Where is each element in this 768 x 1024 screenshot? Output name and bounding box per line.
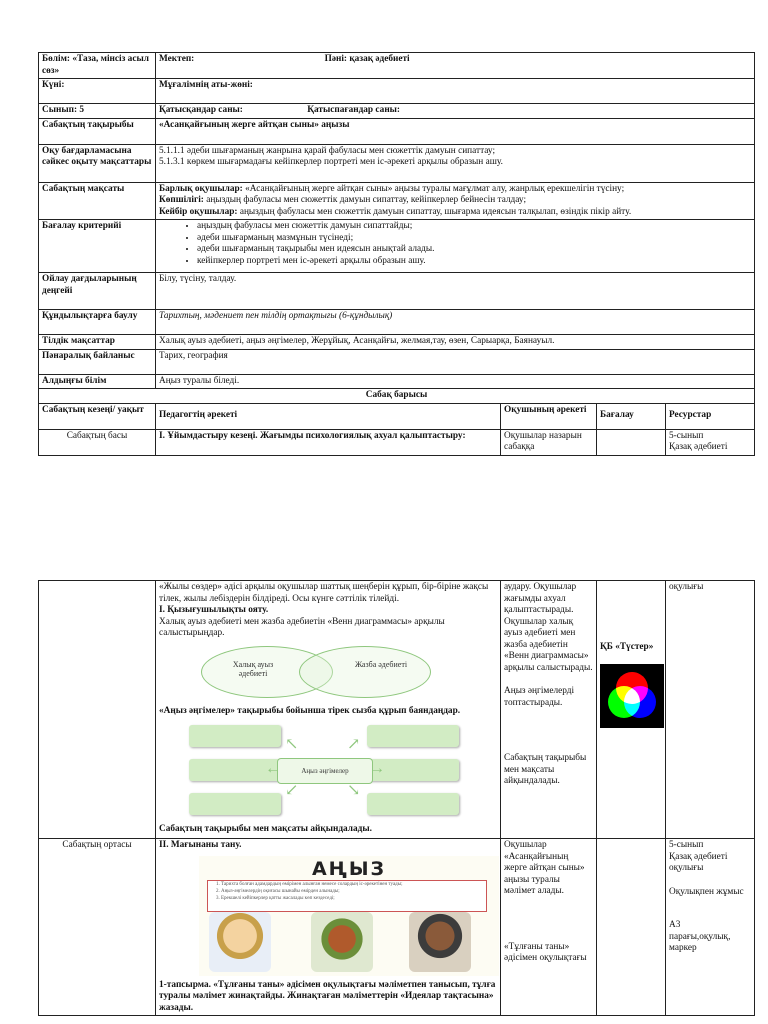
goal-all-students [159, 184, 751, 196]
lesson-plan-header-table [38, 52, 755, 456]
formative-assessment-label: ҚБ «Түстер» [600, 642, 654, 652]
attendance-cell [156, 104, 755, 119]
goal-most-label: Көпшілігі: [159, 195, 204, 206]
criteria-item: • кейіпкерлер портреті мен іс-әрекеті арқылы образын ашу. [197, 256, 751, 268]
stage-header [39, 403, 156, 429]
lesson-progress-heading: Сабақ барысы [365, 390, 428, 401]
assessment-criteria-list [159, 221, 751, 267]
venn-right-circle [299, 646, 431, 698]
goal-some-students [159, 207, 751, 219]
goal-most-students [159, 195, 751, 207]
resources-cell [666, 429, 755, 455]
stage-header-label: Сабақтың кезеңі/ уақыт [42, 404, 144, 415]
lesson-middle-label: Сабақтың ортасы [62, 840, 132, 850]
section-cell [39, 53, 156, 79]
section-label: Бөлім: «Таза, мінсіз асыл сөз» [42, 54, 149, 76]
goal-all-label: Барлық оқушылар: [159, 183, 243, 194]
teacher-action-cell [156, 429, 501, 455]
legend-scheme-diagram [189, 723, 459, 818]
goal-most-text: аңыздың фабуласы мен сюжеттік дамуын сипаттау, кейіпкерлер бейнесін талдау; [203, 195, 527, 206]
meaning-heading: ІІ. Мағынаны тану. [159, 840, 242, 850]
warm-words-text: «Жылы сөздер» әдісі арқылы оқушылар шаттық шеңберін құрып, бір-біріне жақсы тілек, жылы лебіздерін білдіреді. Осы күнге сәттілік тілейді. [159, 582, 489, 604]
interdisciplinary-label-cell [39, 349, 156, 374]
topic-label-cell [39, 118, 156, 144]
teacher-cell [156, 79, 755, 104]
interdisciplinary-label: Пәнаралық байланыс [42, 350, 135, 361]
lesson-goal-label-cell [39, 182, 156, 220]
student-action-text: Оқушылар халық ауыз әдебиеті мен жазба әдебиетін «Венн диаграммасы» арқылы салыстырады. [504, 616, 593, 673]
student-action-cell [501, 839, 597, 1016]
values-text: Тарихтың, мәдениет пен тілдің ортақтығы (6-құндылық) [159, 311, 393, 322]
topic-value-cell [156, 118, 755, 144]
criteria-item: • әдеби шығарманың тақырыбы мен идеясын анықтай алады. [197, 244, 751, 256]
assessment-criteria-label: Бағалау критерийі [42, 221, 122, 232]
assessment-header [597, 403, 666, 429]
arrow-icon: ↙ [285, 782, 299, 800]
resources-header [666, 403, 755, 429]
goal-some-label: Кейбір оқушылар: [159, 206, 238, 217]
lesson-goal-cell [156, 182, 755, 220]
student-action-cell [501, 429, 597, 455]
thinking-skills-value: Білу, түсіну, талдау. [159, 274, 237, 285]
character-illustration [209, 912, 271, 972]
poster-line: 1. Тарихта болған адамдардың өмірімен алынған немесе солардың іс-әрекетінен туады; [216, 881, 403, 887]
arrow-icon: → [369, 760, 385, 778]
prior-knowledge-label: Алдыңғы білім [42, 375, 107, 386]
resource-grade: 5-сынып [669, 840, 704, 850]
resource-textbook-work: Оқулықпен жұмыс [669, 886, 744, 897]
date-cell [39, 79, 156, 104]
resource-materials: парағы,оқулық, маркер [669, 931, 731, 954]
language-goals-label: Тілдік мақсаттар [42, 336, 115, 347]
language-goals-cell [156, 335, 755, 350]
learning-objectives-label-cell [39, 144, 156, 182]
grade-cell [39, 104, 156, 119]
teacher-action-header [156, 403, 501, 429]
assessment-cell [597, 581, 666, 839]
student-action-text: Сабақтың тақырыбы мен мақсаты айқындалады. [504, 753, 587, 787]
assessment-criteria-cell [156, 220, 755, 273]
objective-line: 5.1.1.1 әдеби шығарманың жанрына қарай фабуласы мен сюжеттік дамуын сипаттау; [159, 145, 496, 156]
present-count-label: Қатысқандар саны: [159, 105, 243, 116]
student-action-header-label: Оқушының әрекеті [504, 404, 587, 415]
venn-left-label: Халық ауыз әдебиеті [232, 659, 274, 678]
scheme-center: Аңыз әңгімелер [277, 758, 373, 784]
criteria-item: • әдеби шығарманың мазмұнын түсінеді; [197, 233, 751, 245]
student-action-text: Оқушылар назарын сабаққа [504, 430, 582, 453]
values-label-cell [39, 310, 156, 335]
language-goals-text: Халық ауыз әдебиеті, аңыз әңгімелер, Жерұйық, Асанқайғы, желмая,тау, өзен, Сарыарқа, Баянауыл. [159, 336, 555, 347]
prior-knowledge-label-cell [39, 374, 156, 389]
arrow-icon: ↘ [347, 782, 361, 800]
lesson-plan-continuation-table [38, 580, 755, 1016]
resource-grade: 5-сынып [669, 430, 704, 441]
teacher-action-header-label: Педагогтің әрекеті [159, 410, 238, 421]
poster-title: АҢЫЗ [311, 857, 387, 880]
school-label: Мектеп: [159, 54, 195, 64]
poster-line: 3. Ерекшелі кейіпкерлер қатты жасалады көп кездеседі; [216, 895, 335, 901]
student-action-cell [501, 581, 597, 839]
lesson-start-label: Сабақтың басы [66, 430, 128, 441]
task1-text: 1-тапсырма. «Тұлғаны таны» әдісімен оқулықтағы мәліметпен танысып, тұлға туралы мәлімет жинақтайды. Жинақтаған мәліметтерін «Идеялар тақтасына» жазады. [159, 979, 496, 1013]
lesson-goal-label: Сабақтың мақсаты [42, 183, 125, 194]
assessment-cell [597, 839, 666, 1016]
thinking-skills-cell [156, 273, 755, 310]
scheme-box [367, 725, 459, 747]
meaning-cell [156, 839, 501, 1016]
resources-cell [666, 839, 755, 1016]
school-subject-cell [156, 53, 755, 79]
character-illustration [409, 912, 471, 972]
scheme-box [367, 793, 459, 815]
objective-line: 5.1.3.1 көркем шығармадағы кейіпкерлер портреті мен іс-әрекеті арқылы образын ашу. [159, 157, 503, 168]
interdisciplinary-cell [156, 349, 755, 374]
organizational-stage-text: І. Ұйымдастыру кезеңі. Жағымды психологиялық ахуал қалыптастыру: [159, 430, 466, 441]
criteria-item: • аңыздың фабуласы мен сюжеттік дамуын сипаттайды; [197, 221, 751, 233]
stage-cell [39, 839, 156, 1016]
arrow-icon: ↗ [347, 736, 361, 754]
resource-book: Қазақ әдебиеті оқулығы [669, 851, 728, 874]
character-illustration [311, 912, 373, 972]
venn-right-label: Жазба әдебиеті [354, 659, 408, 669]
goal-all-text: «Асанқайғының жерге айтқан сыны» аңызы туралы мағұлмат алу, жанрлық ерекшелігін түсіну; [242, 183, 625, 194]
resources-header-label: Ресурстар [669, 410, 712, 421]
resources-cell [666, 581, 755, 839]
scheme-task-text: «Аңыз әңгімелер» тақырыбы бойынша тірек сызба құрып баяндаңдар. [159, 705, 461, 716]
thinking-skills-label: Ойлау дағдыларының деңгейі [42, 274, 137, 296]
topic-label: Сабақтың тақырыбы [42, 119, 134, 130]
scheme-box [189, 725, 281, 747]
prior-knowledge-cell [156, 374, 755, 389]
absent-count-label: Қатыспағандар саны: [307, 105, 401, 116]
values-cell [156, 310, 755, 335]
engagement-cell [156, 581, 501, 839]
color-wheel-icon [600, 664, 664, 728]
student-action-text: Аңыз әңгімелерді топтастырады. [504, 686, 575, 708]
resource-a3: А3 [669, 920, 681, 931]
assessment-cell [597, 429, 666, 455]
teacher-name-label: Мұғалімнің аты-жөні: [159, 80, 253, 91]
arrow-icon: ← [265, 760, 281, 778]
engagement-heading: І. Қызығушылықты ояту. [159, 605, 269, 616]
student-action-header [501, 403, 597, 429]
venn-task-text: Халық ауыз әдебиеті мен жазба әдебиетін «Венн диаграммасы» арқылы салыстырыңдар. [159, 616, 445, 639]
stage-cell [39, 429, 156, 455]
assessment-criteria-label-cell [39, 220, 156, 273]
thinking-skills-label-cell [39, 273, 156, 310]
prior-knowledge-text: Аңыз туралы біледі. [159, 375, 240, 386]
legend-poster [199, 856, 499, 976]
poster-line: 2. Аңыз-әңгімелердің оқиғасы шынайы өмірден алынады; [216, 888, 340, 894]
grade-label: Сынып: 5 [42, 105, 85, 116]
learning-objectives-cell [156, 144, 755, 182]
lesson-progress-heading-cell [39, 389, 755, 404]
values-label: Құндылықтарға баулу [42, 311, 138, 322]
interdisciplinary-text: Тарих, география [159, 350, 228, 361]
learning-objectives-label: Оқу бағдарламасына сәйкес оқыту мақсаттары [42, 145, 152, 168]
date-label: Күні: [42, 80, 65, 91]
student-action-text: аудару. Оқушылар жағымды ахуал қалыптастырады. [504, 582, 577, 616]
stage-cell-empty [39, 581, 156, 839]
assessment-header-label: Бағалау [600, 410, 634, 421]
resource-textbook: оқулығы [669, 582, 704, 592]
student-action-text: «Тұлғаны таны» әдісімен оқулықтағы [504, 941, 587, 964]
arrow-icon: ↖ [285, 736, 299, 754]
topic-goal-defined-text: Сабақтың тақырыбы мен мақсаты айқындалады. [159, 824, 372, 835]
language-goals-label-cell [39, 335, 156, 350]
poster-text-box [207, 880, 487, 912]
goal-some-text: аңыздың фабуласы мен сюжеттік дамуын сипаттау, шығарма идеясын талқылап, өзіндік пікір айту. [237, 206, 632, 217]
student-action-text: Оқушылар «Асанқайғының жерге айтқан сыны» аңызы туралы мәлімет алады. [504, 840, 585, 897]
subject-label: Пәні: қазақ әдебиеті [324, 54, 410, 64]
venn-diagram [201, 646, 431, 698]
resource-book: Қазақ әдебиеті [669, 442, 728, 453]
lesson-topic: «Асанқайғының жерге айтқан сыны» аңызы [159, 119, 350, 130]
scheme-box [189, 793, 281, 815]
